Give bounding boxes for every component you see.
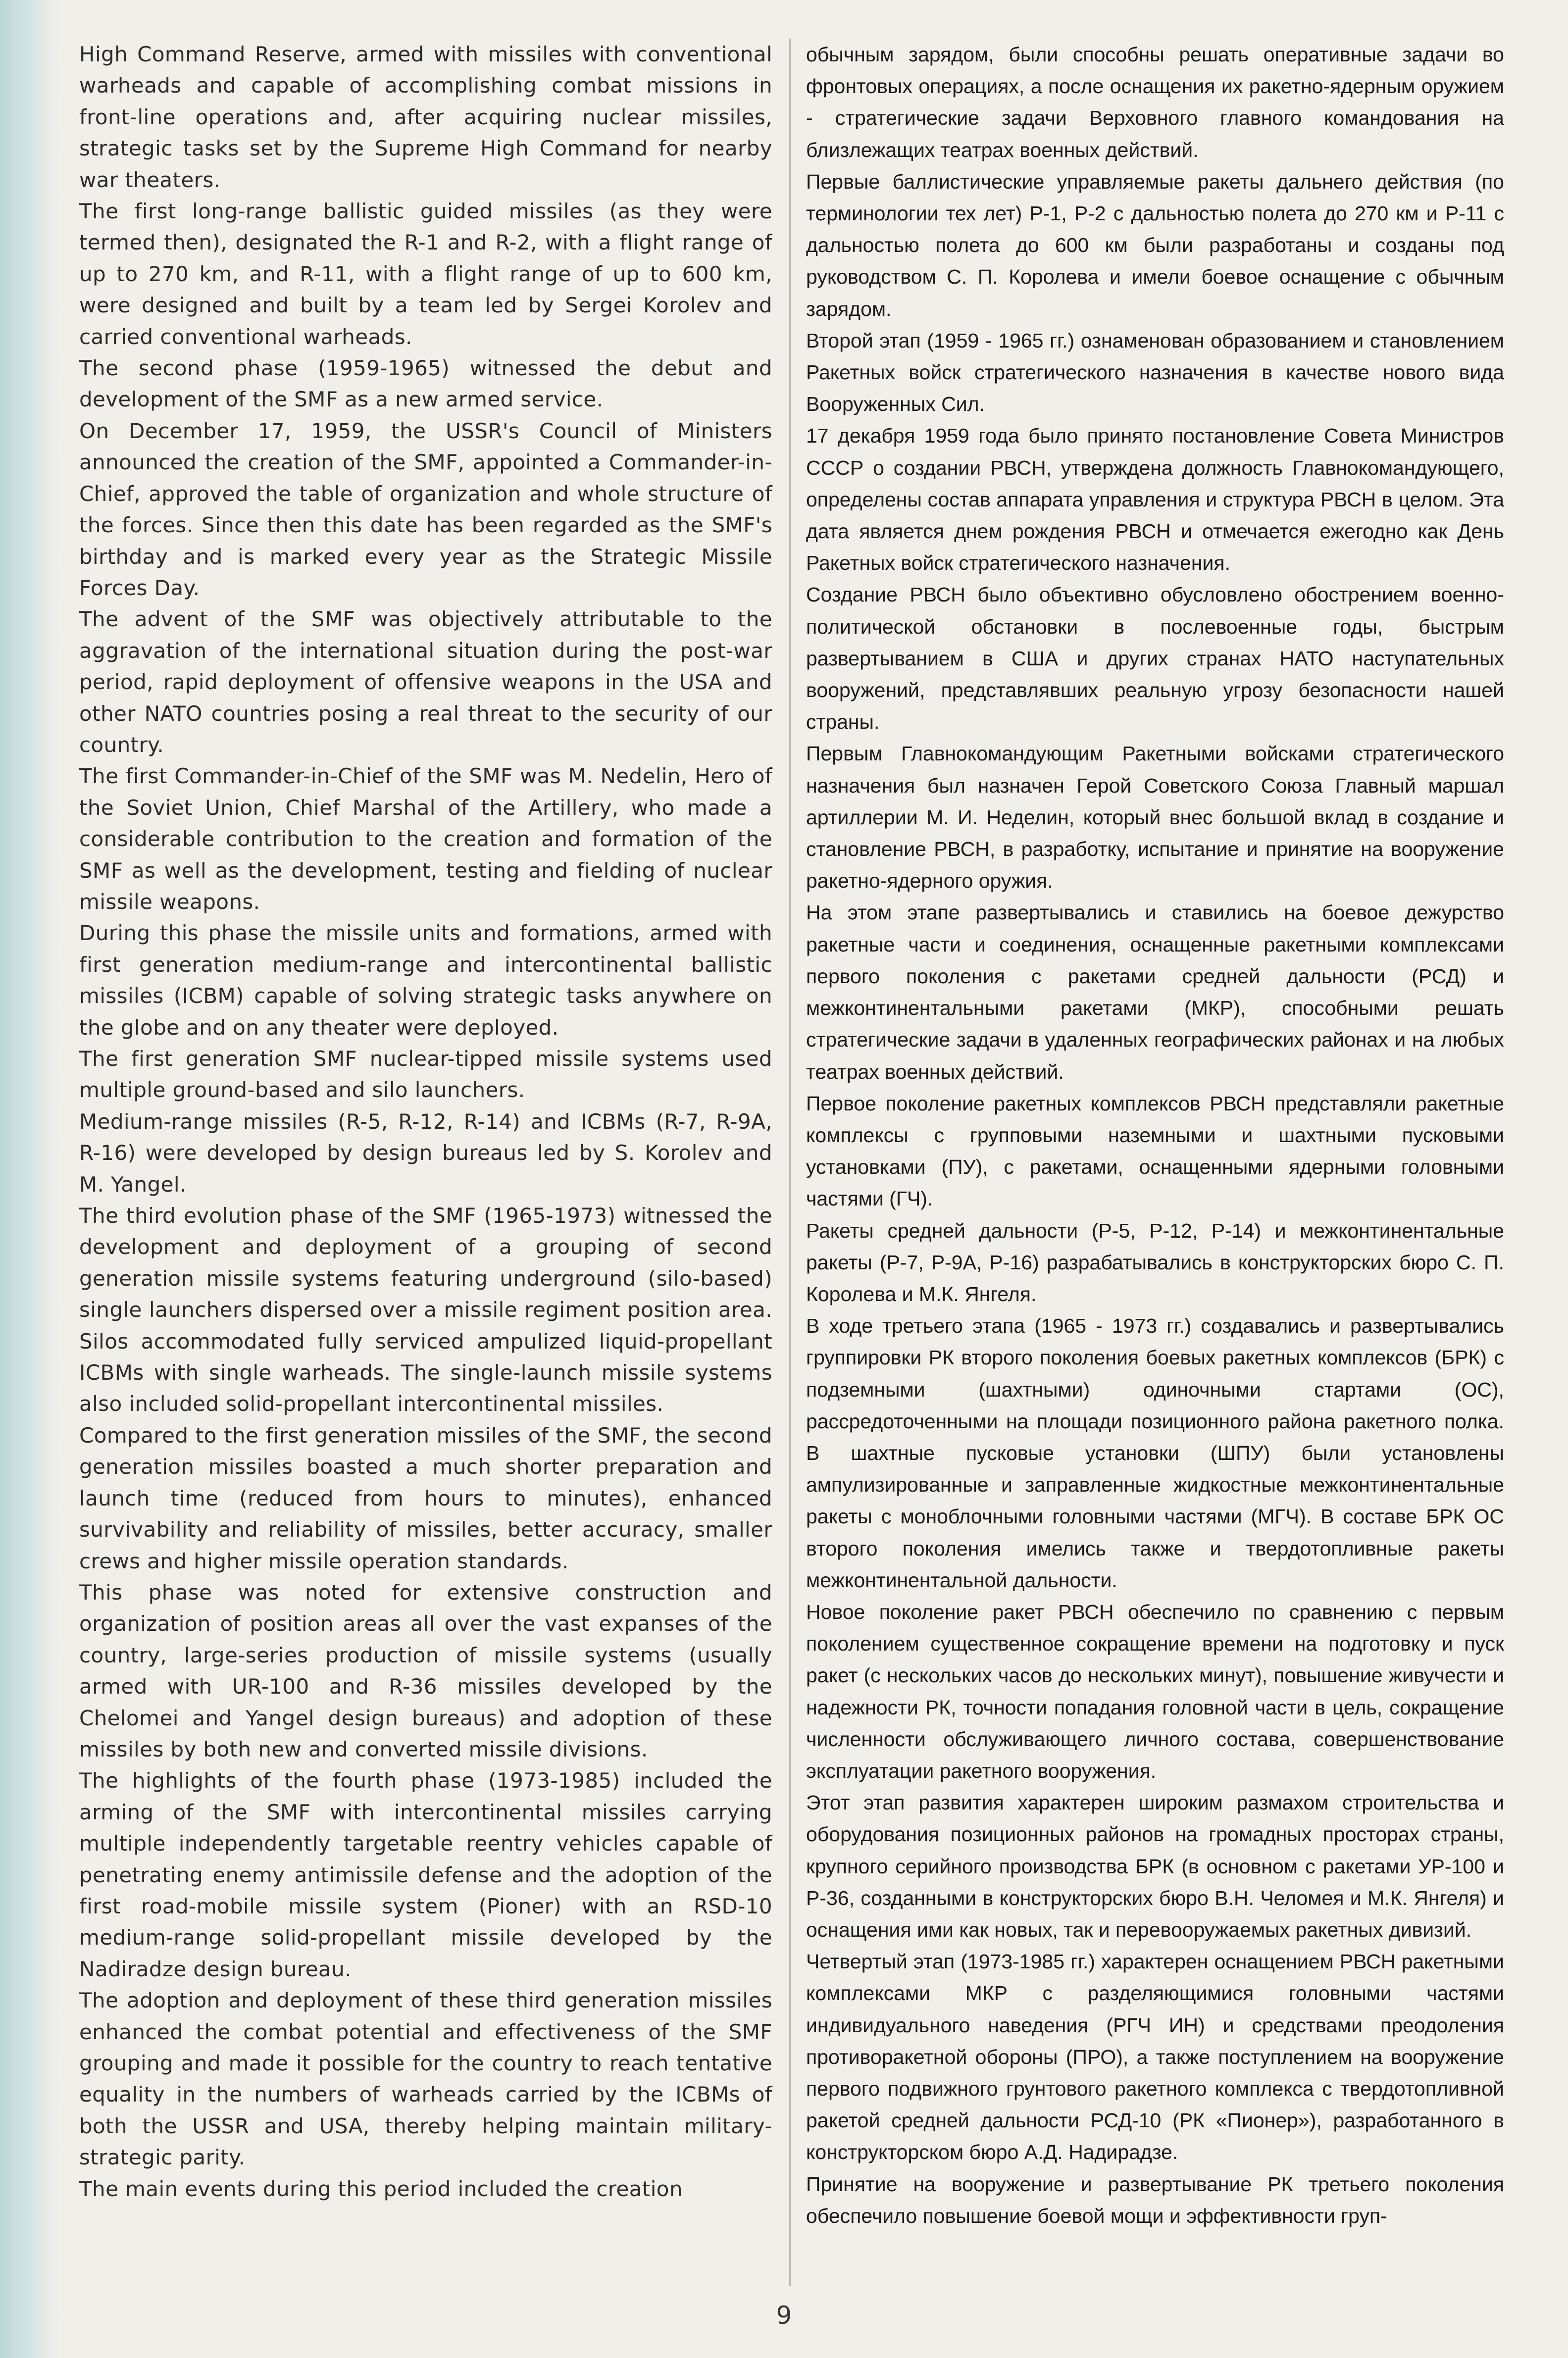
en-paragraph-14: The adoption and deployment of these third generation missiles enhanced the combat potential and effectiveness of the SMF grouping and made it possible for the country to reach tentative equality in the numbers of warheads carried by the ICBMs of both the USSR and USA, thereby helping maintain military-strategic parity.: [79, 1988, 772, 2170]
ru-paragraph-1: обычным зарядом, были способны решать оперативные задачи во фронтовых операциях, а после оснащения их ракетно-ядерным оружием - стратегические задачи Верховного главного командования на близлежащих театрах военных действий.: [806, 43, 1504, 161]
ru-paragraph-7: На этом этапе развертывались и ставились на боевое дежурство ракетные части и соединения, оснащенные ракетными комплексами первого поколения с ракетами средней дальности (РСД) и межконтинентальными ракетами (МКР), способными решать стратегические задачи в удаленных географических районах и на любых театрах военных действий.: [806, 901, 1504, 1083]
en-paragraph-4: On December 17, 1959, the USSR's Council of Ministers announced the creation of the SMF, appointed a Commander-in-Chief, approved the table of organization and whole structure of the forces. Since then this date has been regarded as the SMF's birthday and is marked every year as the Strategic Missile Forces Day.: [79, 418, 772, 600]
ru-paragraph-2: Первые баллистические управляемые ракеты дальнего действия (по терминологии тех лет) Р-1, Р-2 с дальностью полета до 270 км и Р-11 с дальностью полета до 600 км были разработаны и созданы под руководством С. П. Королева и имели боевое оснащение с обычным зарядом.: [806, 170, 1504, 320]
column-divider: [789, 39, 791, 2286]
en-paragraph-6: The first Commander-in-Chief of the SMF was M. Nedelin, Hero of the Soviet Union, Chief Marshal of the Artillery, who made a considerable contribution to the creation and formation of the SMF as well as the development, testing and fielding of nuclear missile weapons.: [79, 764, 772, 914]
ru-paragraph-10: В ходе третьего этапа (1965 - 1973 гг.) создавались и развертывались группировки РК второго поколения боевых ракетных комплексов (БРК) с подземными (шахтными) одиночными стартами (ОС), рассредоточенными на площади позиционного района ракетного полка. В шахтные пусковые установки (ШПУ) были установлены ампулизированные и заправленные жидкостные межконтинентальные ракеты с моноблочными головными частями (МГЧ). В составе БРК ОС второго поколения имелись также и твердотопливные ракеты межконтинентальной дальности.: [806, 1314, 1504, 1592]
en-paragraph-11: Compared to the first generation missiles of the SMF, the second generation missiles boasted a much shorter preparation and launch time (reduced from hours to minutes), enhanced survivability and reliability of missiles, better accuracy, smaller crews and higher missile operation standards.: [79, 1423, 772, 1573]
ru-paragraph-9: Ракеты средней дальности (Р-5, Р-12, Р-14) и межконтинентальные ракеты (Р-7, Р-9А, Р-16) разрабатывались в конструкторских бюро С. П. Королева и М.К. Янгеля.: [806, 1219, 1504, 1305]
page-edge-tint: [0, 0, 59, 2358]
en-paragraph-3: The second phase (1959-1965) witnessed the debut and development of the SMF as a new armed service.: [79, 356, 772, 412]
en-paragraph-9: Medium-range missiles (R-5, R-12, R-14) and ICBMs (R-7, R-9A, R-16) were developed by design bureaus led by S. Korolev and M. Yangel.: [79, 1109, 772, 1197]
en-paragraph-13: The highlights of the fourth phase (1973-1985) included the arming of the SMF with intercontinental missiles carrying multiple independently targetable reentry vehicles capable of penetrating enemy antimissile defense and the adoption of the first road-mobile missile system (Pioner) with an RSD-10 medium-range solid-propellant missile developed by the Nadiradze design bureau.: [79, 1768, 772, 1981]
en-paragraph-2: The first long-range ballistic guided missiles (as they were termed then), designated the R-1 and R-2, with a flight range of up to 270 km, and R-11, with a flight range of up to 600 km, were designed and built by a team led by Sergei Korolev and carried conventional warheads.: [79, 199, 772, 349]
en-paragraph-12: This phase was noted for extensive construction and organization of position areas all over the vast expanses of the country, large-series production of missile systems (usually armed with UR-100 and R-36 missiles developed by the Chelomei and Yangel design bureaus) and adoption of these missiles by both new and converted missile divisions.: [79, 1580, 772, 1761]
ru-paragraph-11: Новое поколение ракет РВСН обеспечило по сравнению с первым поколением существенное сокращение времени на подготовку и пуск ракет (с нескольких часов до нескольких минут), повышение живучести и надежности РК, точности попадания головной части в цель, сокращение численности обслуживающего личного состава, совершенствование эксплуатации ракетного вооружения.: [806, 1600, 1504, 1782]
ru-paragraph-12: Этот этап развития характерен широким размахом строительства и оборудования позиционных районов на громадных просторах страны, крупного серийного производства БРК (в основном с ракетами УР-100 и Р-36, созданными в конструкторских бюро В.Н. Челомея и М.К. Янгеля) и оснащения ими как новых, так и перевооружаемых ракетных дивизий.: [806, 1791, 1504, 1941]
english-column: [79, 39, 772, 2205]
en-paragraph-5: The advent of the SMF was objectively attributable to the aggravation of the international situation during the post-war period, rapid deployment of offensive weapons in the USA and other NATO countries posing a real threat to the security of our country.: [79, 607, 772, 757]
en-paragraph-10: The third evolution phase of the SMF (1965-1973) witnessed the development and deployment of a grouping of second generation missile systems featuring underground (silo-based) single launchers dispersed over a missile regiment position area. Silos accommodated fully serviced ampulized liquid-propellant ICBMs with single warheads. The single-launch missile systems also included solid-propellant intercontinental missiles.: [79, 1204, 772, 1416]
page-number: 9: [776, 2301, 792, 2330]
en-paragraph-15: The main events during this period included the creation: [79, 2176, 683, 2201]
ru-paragraph-8: Первое поколение ракетных комплексов РВСН представляли ракетные комплексы с групповыми наземными и шахтными пусковыми установками (ПУ), с ракетами, оснащенными ядерными головными частями (ГЧ).: [806, 1092, 1504, 1210]
en-paragraph-1: High Command Reserve, armed with missiles with conventional warheads and capable of accomplishing combat missions in front-line operations and, after acquiring nuclear missiles, strategic tasks set by the Supreme High Command for nearby war theaters.: [79, 42, 772, 192]
ru-paragraph-5: Создание РВСН было объективно обусловлено обострением военно-политической обстановки в послевоенные годы, быстрым развертыванием в США и других странах НАТО наступательных вооружений, представлявших реальную угрозу безопасности нашей страны.: [806, 583, 1504, 734]
ru-paragraph-13: Четвертый этап (1973-1985 гг.) характерен оснащением РВСН ракетными комплексами МКР с разделяющимися головными частями индивидуального наведения (РГЧ ИН) и средствами преодоления противоракетной обороны (ПРО), а также поступлением на вооружение первого подвижного грунтового ракетного комплекса с твердотопливной ракетой средней дальности РСД-10 (РК «Пионер»), разработанного в конструкторском бюро А.Д. Надирадзе.: [806, 1950, 1504, 2164]
en-paragraph-7: During this phase the missile units and formations, armed with first generation medium-range and intercontinental ballistic missiles (ICBM) capable of solving strategic tasks anywhere on the globe and on any theater were deployed.: [79, 921, 772, 1040]
ru-paragraph-6: Первым Главнокомандующим Ракетными войсками стратегического назначения был назначен Герой Советского Союза Главный маршал артиллерии М. И. Неделин, который внес большой вклад в создание и становление РВСН, в разработку, испытание и принятие на вооружение ракетно-ядерного оружия.: [806, 742, 1504, 893]
ru-paragraph-4: 17 декабря 1959 года было принято постановление Совета Министров СССР о создании РВСН, утверждена должность Главнокомандующего, определены состав аппарата управления и структура РВСН в целом. Эта дата является днем рождения РВСН и отмечается ежегодно как День Ракетных войск стратегического назначения.: [806, 424, 1504, 575]
ru-paragraph-14: Принятие на вооружение и развертывание РК третьего поколения обеспечило повышение боевой мощи и эффективности груп-: [806, 2172, 1504, 2227]
russian-column: [806, 39, 1504, 2232]
en-paragraph-8: The first generation SMF nuclear-tipped missile systems used multiple ground-based and silo launchers.: [79, 1047, 772, 1103]
ru-paragraph-3: Второй этап (1959 - 1965 гг.) ознаменован образованием и становлением Ракетных войск стратегического назначения в качестве нового вида Вооруженных Сил.: [806, 329, 1504, 416]
